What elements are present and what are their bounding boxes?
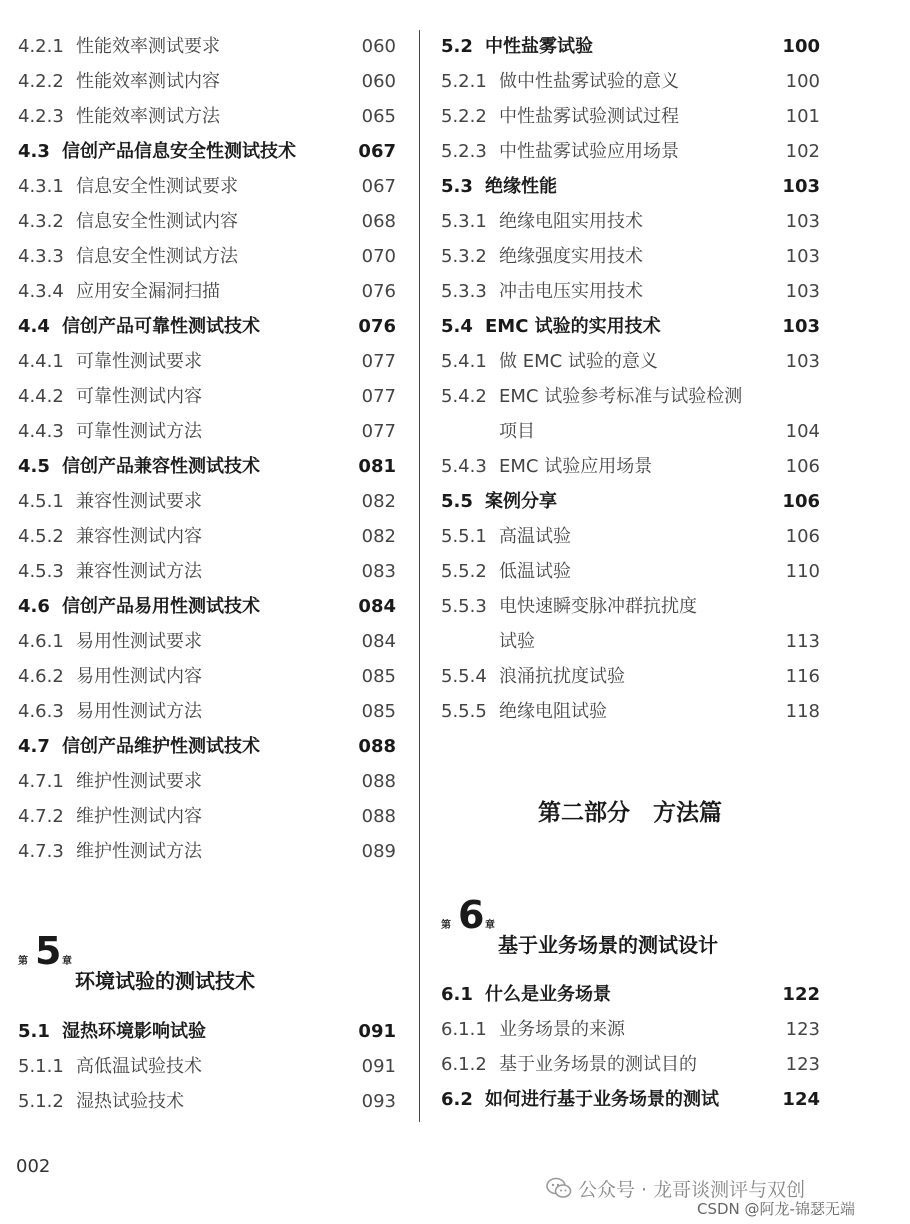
entry-page: 065 <box>361 106 396 127</box>
toc-entry <box>441 344 820 379</box>
entry-number: 5.2 <box>441 36 473 57</box>
entry-number: 5.5.5 <box>441 701 487 722</box>
entry-title: 维护性测试内容 <box>76 806 202 827</box>
entry-page: 082 <box>361 526 396 547</box>
toc-entry <box>18 1049 396 1084</box>
toc-entry <box>441 1047 820 1082</box>
toc-entry <box>18 169 396 204</box>
entry-title: 可靠性测试要求 <box>76 351 202 372</box>
entry-page: 076 <box>361 281 396 302</box>
entry-page: 123 <box>785 1019 820 1040</box>
entry-page: 116 <box>785 666 820 687</box>
toc-section-entry <box>18 134 396 169</box>
entry-number: 5.4.1 <box>441 351 487 372</box>
entry-page: 103 <box>785 211 820 232</box>
toc-entry <box>18 834 396 869</box>
entry-page: 122 <box>782 984 820 1005</box>
entry-number: 4.4.2 <box>18 386 64 407</box>
chapter-prefix: 第 <box>441 920 451 931</box>
toc-entry <box>18 799 396 834</box>
toc-section-entry <box>18 1014 396 1049</box>
toc-entry <box>18 659 396 694</box>
entry-page: 084 <box>358 596 396 617</box>
entry-number: 4.7.2 <box>18 806 64 827</box>
entry-title: 信创产品维护性测试技术 <box>62 736 260 757</box>
entry-page: 103 <box>785 351 820 372</box>
entry-title: EMC 试验的实用技术 <box>485 316 661 337</box>
entry-page: 060 <box>361 36 396 57</box>
chapter-title: 基于业务场景的测试设计 <box>498 933 718 957</box>
entry-number: 6.2 <box>441 1089 473 1110</box>
entry-page: 118 <box>785 701 820 722</box>
entry-title: 做中性盐雾试验的意义 <box>499 71 679 92</box>
entry-title: 做 EMC 试验的意义 <box>499 351 658 372</box>
toc-entry <box>18 204 396 239</box>
entry-title: 业务场景的来源 <box>499 1019 625 1040</box>
toc-entry <box>441 554 820 589</box>
entry-number: 5.1.1 <box>18 1056 64 1077</box>
entry-number: 5.5.3 <box>441 596 487 617</box>
toc-entry <box>441 274 820 309</box>
entry-page: 113 <box>785 631 820 652</box>
entry-page: 103 <box>785 246 820 267</box>
chapter-suffix: 章 <box>485 920 495 931</box>
entry-number: 4.3.1 <box>18 176 64 197</box>
entry-title: 易用性测试内容 <box>76 666 202 687</box>
entry-number: 4.5.3 <box>18 561 64 582</box>
entry-title: EMC 试验参考标准与试验检测 <box>499 386 743 407</box>
entry-page: 110 <box>785 561 820 582</box>
toc-section-entry <box>441 484 820 519</box>
entry-number: 4.6.3 <box>18 701 64 722</box>
entry-title: 信息安全性测试内容 <box>76 211 238 232</box>
entry-title: 信创产品信息安全性测试技术 <box>62 141 296 162</box>
toc-section-entry <box>441 169 820 204</box>
entry-title: 性能效率测试内容 <box>76 71 220 92</box>
entry-page: 103 <box>785 281 820 302</box>
entry-number: 5.5.4 <box>441 666 487 687</box>
entry-title: 高低温试验技术 <box>76 1056 202 1077</box>
entry-number: 5.3.3 <box>441 281 487 302</box>
entry-page: 082 <box>361 491 396 512</box>
entry-title: 如何进行基于业务场景的测试 <box>485 1089 719 1110</box>
entry-page: 077 <box>361 351 396 372</box>
entry-page: 101 <box>785 106 820 127</box>
entry-number: 5.5 <box>441 491 473 512</box>
entry-page: 091 <box>358 1021 396 1042</box>
entry-page: 083 <box>361 561 396 582</box>
toc-entry <box>441 99 820 134</box>
entry-title: 试验 <box>499 631 535 652</box>
entry-title: 维护性测试方法 <box>76 841 202 862</box>
entry-title: 低温试验 <box>499 561 571 582</box>
entry-page: 060 <box>361 71 396 92</box>
entry-title: 中性盐雾试验测试过程 <box>499 106 679 127</box>
entry-number: 4.4.3 <box>18 421 64 442</box>
entry-title: 性能效率测试方法 <box>76 106 220 127</box>
entry-number: 4.3.2 <box>18 211 64 232</box>
entry-page: 106 <box>785 526 820 547</box>
entry-number: 5.2.3 <box>441 141 487 162</box>
entry-number: 4.6 <box>18 596 50 617</box>
entry-number: 5.4.2 <box>441 386 487 407</box>
entry-number: 4.3.3 <box>18 246 64 267</box>
entry-number: 4.5.1 <box>18 491 64 512</box>
toc-section-entry <box>441 977 820 1012</box>
entry-page: 067 <box>358 141 396 162</box>
entry-number: 4.2.3 <box>18 106 64 127</box>
entry-title: 浪涌抗扰度试验 <box>499 666 625 687</box>
chapter-number: 6 <box>458 893 485 937</box>
entry-number: 5.2.2 <box>441 106 487 127</box>
entry-number: 4.5.2 <box>18 526 64 547</box>
entry-title: 兼容性测试方法 <box>76 561 202 582</box>
toc-left-column <box>18 29 396 869</box>
entry-page: 076 <box>358 316 396 337</box>
chapter-number: 5 <box>35 929 62 973</box>
entry-number: 4.2.2 <box>18 71 64 92</box>
entry-title: 易用性测试方法 <box>76 701 202 722</box>
entry-number: 5.3.2 <box>441 246 487 267</box>
toc-entry <box>441 414 820 449</box>
entry-number: 6.1 <box>441 984 473 1005</box>
entry-page: 067 <box>361 176 396 197</box>
entry-title: 兼容性测试内容 <box>76 526 202 547</box>
entry-number: 5.5.1 <box>441 526 487 547</box>
toc-section-entry <box>441 309 820 344</box>
entry-title: 中性盐雾试验应用场景 <box>499 141 679 162</box>
toc-entry <box>18 64 396 99</box>
entry-page: 088 <box>361 806 396 827</box>
entry-title: 绝缘电阻实用技术 <box>499 211 643 232</box>
entry-page: 103 <box>782 316 820 337</box>
entry-number: 4.2.1 <box>18 36 64 57</box>
entry-title: EMC 试验应用场景 <box>499 456 653 477</box>
entry-page: 091 <box>361 1056 396 1077</box>
entry-number: 6.1.2 <box>441 1054 487 1075</box>
entry-title: 案例分享 <box>485 491 557 512</box>
entry-number: 4.7.3 <box>18 841 64 862</box>
entry-title: 信息安全性测试方法 <box>76 246 238 267</box>
entry-number: 5.1.2 <box>18 1091 64 1112</box>
toc-entry <box>441 1012 820 1047</box>
entry-title: 性能效率测试要求 <box>76 36 220 57</box>
toc-right-column <box>441 29 820 729</box>
toc-section-entry <box>441 1082 820 1117</box>
entry-title: 冲击电压实用技术 <box>499 281 643 302</box>
entry-page: 104 <box>785 421 820 442</box>
chapter-suffix: 章 <box>62 956 72 967</box>
toc-entry <box>18 379 396 414</box>
toc-entry <box>18 1084 396 1119</box>
entry-page: 085 <box>361 666 396 687</box>
entry-title: 应用安全漏洞扫描 <box>76 281 220 302</box>
entry-page: 085 <box>361 701 396 722</box>
chapter-prefix: 第 <box>18 956 28 967</box>
entry-title: 湿热试验技术 <box>76 1091 184 1112</box>
entry-number: 5.4 <box>441 316 473 337</box>
entry-number: 5.2.1 <box>441 71 487 92</box>
toc-entry <box>441 659 820 694</box>
toc-entry <box>441 449 820 484</box>
watermark-text: 公众号 · 龙哥谈测评与双创 <box>578 1179 806 1201</box>
entry-page: 089 <box>361 841 396 862</box>
toc-section-entry <box>441 29 820 64</box>
entry-page: 124 <box>782 1089 820 1110</box>
toc-left-column-bottom <box>18 1014 396 1119</box>
toc-entry <box>441 624 820 659</box>
toc-entry <box>441 239 820 274</box>
toc-entry <box>18 29 396 64</box>
entry-page: 070 <box>361 246 396 267</box>
entry-number: 5.5.2 <box>441 561 487 582</box>
entry-title: 绝缘强度实用技术 <box>499 246 643 267</box>
entry-title: 电快速瞬变脉冲群抗扰度 <box>499 596 697 617</box>
entry-title: 信创产品可靠性测试技术 <box>62 316 260 337</box>
toc-right-column-bottom <box>441 977 820 1117</box>
entry-title: 信创产品易用性测试技术 <box>62 596 260 617</box>
entry-title: 维护性测试要求 <box>76 771 202 792</box>
entry-page: 084 <box>361 631 396 652</box>
entry-number: 5.3.1 <box>441 211 487 232</box>
toc-entry <box>18 99 396 134</box>
toc-entry <box>18 764 396 799</box>
entry-number: 5.1 <box>18 1021 50 1042</box>
entry-title: 易用性测试要求 <box>76 631 202 652</box>
entry-page: 093 <box>361 1091 396 1112</box>
entry-number: 4.3.4 <box>18 281 64 302</box>
entry-title: 信创产品兼容性测试技术 <box>62 456 260 477</box>
toc-section-entry <box>18 309 396 344</box>
entry-number: 4.7.1 <box>18 771 64 792</box>
entry-page: 088 <box>358 736 396 757</box>
toc-entry <box>18 344 396 379</box>
entry-page: 106 <box>785 456 820 477</box>
entry-title: 基于业务场景的测试目的 <box>499 1054 697 1075</box>
toc-entry <box>441 64 820 99</box>
entry-page: 077 <box>361 386 396 407</box>
toc-entry <box>18 519 396 554</box>
wechat-icon <box>546 1177 572 1204</box>
entry-page: 068 <box>361 211 396 232</box>
toc-entry <box>441 589 820 624</box>
toc-entry <box>441 519 820 554</box>
toc-entry <box>441 694 820 729</box>
entry-number: 5.3 <box>441 176 473 197</box>
entry-page: 103 <box>782 176 820 197</box>
entry-number: 5.4.3 <box>441 456 487 477</box>
entry-title: 可靠性测试内容 <box>76 386 202 407</box>
entry-number: 4.4 <box>18 316 50 337</box>
entry-number: 4.5 <box>18 456 50 477</box>
entry-title: 中性盐雾试验 <box>485 36 593 57</box>
entry-page: 077 <box>361 421 396 442</box>
toc-entry <box>441 204 820 239</box>
entry-title: 什么是业务场景 <box>485 984 611 1005</box>
column-divider <box>419 30 420 1122</box>
entry-number: 4.4.1 <box>18 351 64 372</box>
entry-title: 湿热环境影响试验 <box>62 1021 206 1042</box>
part-title: 第二部分 方法篇 <box>538 800 722 826</box>
toc-entry <box>441 379 820 414</box>
toc-entry <box>18 414 396 449</box>
toc-entry <box>18 274 396 309</box>
entry-title: 绝缘电阻试验 <box>499 701 607 722</box>
entry-number: 4.6.2 <box>18 666 64 687</box>
toc-section-entry <box>18 449 396 484</box>
entry-page: 106 <box>782 491 820 512</box>
toc-entry <box>441 134 820 169</box>
page-number: 002 <box>16 1156 51 1177</box>
toc-section-entry <box>18 729 396 764</box>
entry-page: 102 <box>785 141 820 162</box>
entry-title: 兼容性测试要求 <box>76 491 202 512</box>
entry-title: 信息安全性测试要求 <box>76 176 238 197</box>
entry-title: 高温试验 <box>499 526 571 547</box>
entry-number: 4.7 <box>18 736 50 757</box>
entry-title: 绝缘性能 <box>485 176 557 197</box>
toc-entry <box>18 554 396 589</box>
toc-entry <box>18 239 396 274</box>
entry-number: 4.3 <box>18 141 50 162</box>
entry-page: 100 <box>785 71 820 92</box>
entry-title: 可靠性测试方法 <box>76 421 202 442</box>
entry-page: 123 <box>785 1054 820 1075</box>
csdn-watermark: CSDN @阿龙-锦瑟无端 <box>697 1200 855 1218</box>
entry-number: 6.1.1 <box>441 1019 487 1040</box>
entry-page: 081 <box>358 456 396 477</box>
chapter-title: 环境试验的测试技术 <box>75 969 255 993</box>
entry-page: 100 <box>782 36 820 57</box>
toc-entry <box>18 624 396 659</box>
toc-entry <box>18 694 396 729</box>
entry-page: 088 <box>361 771 396 792</box>
toc-section-entry <box>18 589 396 624</box>
entry-number: 4.6.1 <box>18 631 64 652</box>
entry-title: 项目 <box>499 421 535 442</box>
toc-entry <box>18 484 396 519</box>
